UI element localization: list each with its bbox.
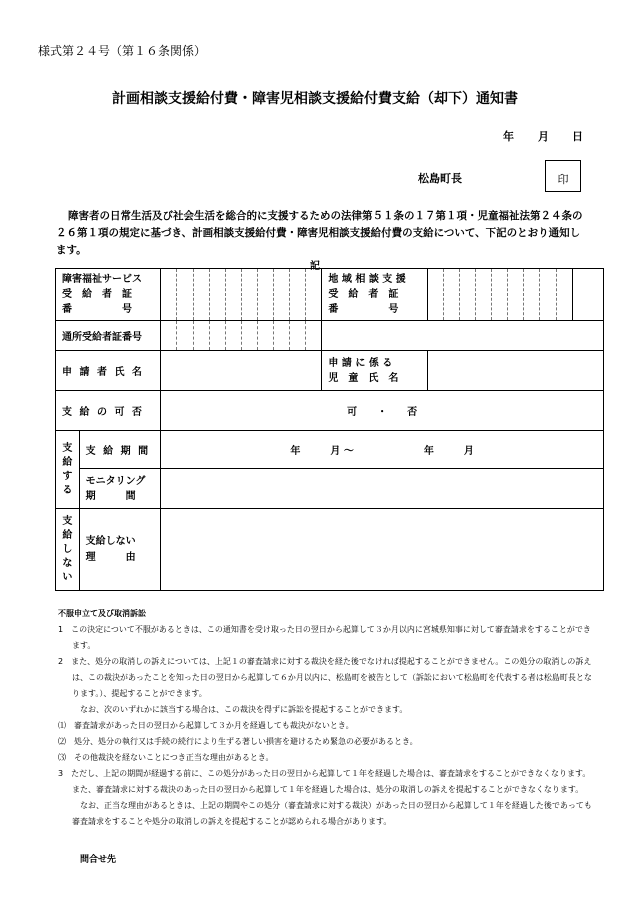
digit-box[interactable]	[177, 321, 193, 351]
digit-box[interactable]	[556, 269, 572, 321]
daycare-cert-label: 通所受給者証番号	[56, 321, 161, 351]
digit-box[interactable]	[492, 269, 508, 321]
digit-box[interactable]	[508, 269, 524, 321]
date-year: 年	[503, 130, 514, 143]
digit-box[interactable]	[572, 269, 603, 321]
appeal-notes	[58, 606, 598, 830]
digit-box[interactable]	[193, 321, 209, 351]
table-row	[56, 431, 604, 469]
monitoring-field[interactable]	[161, 469, 604, 509]
digit-box[interactable]	[209, 269, 225, 321]
approval-label: 支 給 の 可 否	[56, 391, 161, 431]
table-row	[56, 509, 604, 591]
digit-box[interactable]	[225, 269, 241, 321]
grant-vertical-label: 支給する	[56, 431, 80, 509]
table-row	[56, 469, 604, 509]
digit-box[interactable]	[443, 269, 459, 321]
table-row	[56, 351, 604, 391]
issuer-name: 松島町長	[418, 172, 462, 185]
date-day: 日	[572, 130, 583, 143]
intro-paragraph: 障害者の日常生活及び社会生活を総合的に支援するための法律第５１条の１７第１項・児童福祉法第２４条の２６第１項の規定に基づき、計画相談支援給付費・障害児相談支援給付費の支給について、下記のとおり通知します。	[56, 210, 583, 256]
digit-box[interactable]	[161, 321, 177, 351]
digit-box[interactable]	[427, 269, 443, 321]
seal-box: 印	[545, 160, 581, 192]
applicant-name-label: 申 請 者 氏 名	[56, 351, 161, 391]
digit-box[interactable]	[274, 321, 290, 351]
approval-value[interactable]: 可 ・ 否	[161, 391, 604, 431]
table-row	[56, 269, 604, 321]
note-paragraph: 3 ただし、上記の期間が経過する前に、この処分があった日の翌日から起算して１年を経過した場合は、審査請求をすることができなくなります。また、審査請求に対する裁決のあった日の翌日から起算して１年を経過した場合は、処分の取消しの訴えを提起することができなくなります。	[58, 769, 591, 794]
monitoring-label: モニタリング 期 間	[79, 469, 161, 509]
note-item: ⑶ その他裁決を経ないことにつき正当な理由があるとき。	[58, 753, 274, 762]
digit-box[interactable]	[161, 269, 177, 321]
digit-box[interactable]	[177, 269, 193, 321]
digit-box[interactable]	[274, 269, 290, 321]
nogrant-vertical-label: 支給しない	[56, 509, 80, 591]
digit-box[interactable]	[290, 321, 306, 351]
reason-label: 支給しない 理 由	[79, 509, 161, 591]
digit-box[interactable]	[257, 269, 273, 321]
child-name-label: 申 請 に 係 る 児 童 氏 名	[322, 351, 427, 391]
table-row	[56, 391, 604, 431]
note-paragraph: なお、次のいずれかに該当する場合は、この裁決を得ずに訴訟を提起することができます。	[72, 705, 408, 714]
notes-heading: 不服申立て及び取消訴訟	[58, 609, 146, 618]
table-row	[56, 321, 604, 351]
empty-cell	[322, 321, 604, 351]
form-number: 様式第２４号（第１６条関係）	[38, 44, 207, 58]
digit-box[interactable]	[241, 269, 257, 321]
digit-box[interactable]	[476, 269, 492, 321]
digit-box[interactable]	[459, 269, 475, 321]
welfare-cert-label: 障害福祉サービス 受 給 者 証 番 号	[56, 269, 161, 321]
digit-box[interactable]	[241, 321, 257, 351]
digit-box[interactable]	[257, 321, 273, 351]
period-label: 支 給 期 間	[79, 431, 161, 469]
document-title: 計画相談支援給付費・障害児相談支援給付費支給（却下）通知書	[112, 91, 518, 107]
digit-box[interactable]	[306, 269, 322, 321]
note-item: ⑵ 処分、処分の執行又は手続の続行により生ずる著しい損害を避けるため緊急の必要があるとき。	[58, 737, 418, 746]
note-paragraph: 1 この決定について不服があるときは、この通知書を受け取った日の翌日から起算して３か月以内に宮城県知事に対して審査請求をすることができます。	[58, 625, 591, 650]
period-value[interactable]: 年 月 〜 年 月	[161, 431, 604, 469]
ki-heading: 記	[310, 261, 320, 272]
digit-box[interactable]	[290, 269, 306, 321]
digit-box[interactable]	[209, 321, 225, 351]
child-name-field[interactable]	[427, 351, 603, 391]
regional-cert-label: 地 域 相 談 支 援 受 給 者 証 番 号	[322, 269, 427, 321]
note-paragraph: 2 また、処分の取消しの訴えについては、上記１の審査請求に対する裁決を経た後でなければ提起することができません。この処分の取消しの訴えは、この裁決があったことを知った日の翌日から起算して６か月以内に、松島町を被告として（訴訟において松島町を代表する者は松島町長となります。）、提起することができます。	[58, 657, 592, 698]
digit-box[interactable]	[193, 269, 209, 321]
applicant-name-field[interactable]	[161, 351, 322, 391]
notice-table	[55, 268, 604, 591]
digit-box[interactable]	[540, 269, 556, 321]
note-item: ⑴ 審査請求があった日の翌日から起算して３か月を経過しても裁決がないとき。	[58, 721, 354, 730]
contact-label: 問合せ先	[80, 855, 117, 865]
digit-box[interactable]	[306, 321, 322, 351]
date-month: 月	[538, 130, 549, 143]
reason-field[interactable]	[161, 509, 604, 591]
digit-box[interactable]	[524, 269, 540, 321]
note-paragraph: なお、正当な理由があるときは、上記の期間やこの処分（審査請求に対する裁決）があった日の翌日から起算して１年を経過した後であっても審査請求をすることや処分の取消しの訴えを提起することが認められる場合があります。	[72, 801, 592, 826]
digit-box[interactable]	[225, 321, 241, 351]
